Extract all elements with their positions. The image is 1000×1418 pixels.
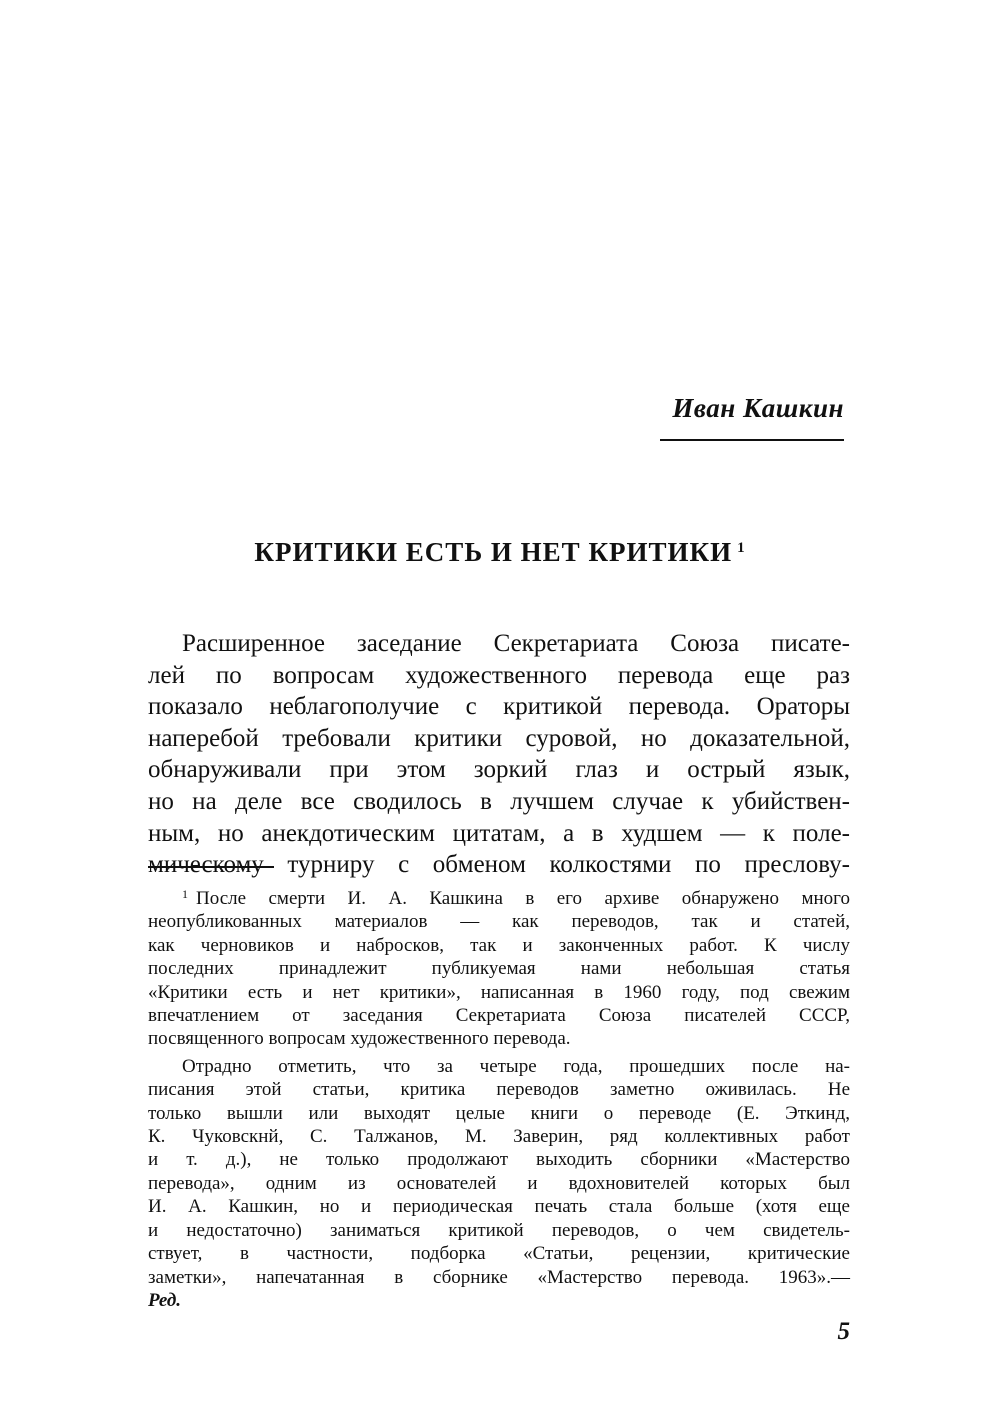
footnote-line: «Критики есть и нет критики», написанная в 1960 году, под свежим <box>148 981 850 1003</box>
body-line: но на деле все сводилось в лучшем случае к убийствен- <box>148 787 850 815</box>
editor-signature: Ред. <box>148 1289 182 1311</box>
body-line: обнаруживали при этом зоркий глаз и острый язык, <box>148 756 850 784</box>
footnote-line: перевода», одним из основателей и вдохновителей которых был <box>148 1172 850 1194</box>
footnote-line: неопубликованных материалов — как переводов, так и статей, <box>148 911 850 933</box>
title-footnote-mark: 1 <box>737 540 746 556</box>
body-line: ным, но анекдотическим цитатам, а в худшем — к поле- <box>148 819 850 847</box>
author-name: Иван Кашкин <box>672 393 844 423</box>
article-title <box>150 537 850 568</box>
footnote-divider <box>148 866 274 868</box>
footnote-line: заметки», напечатанная в сборнике «Мастерство перевода. 1963».— <box>148 1266 850 1288</box>
footnote-line-text: После смерти И. А. Кашкина в его архиве обнаружено много <box>196 888 850 909</box>
footnote-line: как черновиков и набросков, так и законченных работ. К числу <box>148 934 850 956</box>
footnote-line: К. Чуковскнй, С. Талжанов, М. Заверин, ряд коллективных работ <box>148 1126 850 1148</box>
body-line: Расширенное заседание Секретариата Союза писате- <box>182 630 850 657</box>
body-line: мическому турниру с обменом колкостями по преслову- <box>148 851 850 879</box>
footnote-line: И. А. Кашкин, но и периодическая печать стала больше (хотя еще <box>148 1196 850 1218</box>
body-line: показало неблагополучие с критикой перевода. Ораторы <box>148 693 850 721</box>
footnote-line: посвященного вопросам художественного перевода. <box>148 1028 571 1050</box>
page-number: 5 <box>837 1318 850 1345</box>
body-line: лей по вопросам художественного перевода еще раз <box>148 661 850 689</box>
footnote-line: впечатлением от заседания Секретариата Союза писателей СССР, <box>148 1005 850 1027</box>
footnote-line: последних принадлежит публикуемая нами небольшая статья <box>148 958 850 980</box>
footnote-line: только вышли или выходят целые книги о переводе (Е. Эткинд, <box>148 1102 850 1124</box>
article-title-text: КРИТИКИ ЕСТЬ И НЕТ КРИТИКИ <box>254 537 733 567</box>
footnote-line: писания этой статьи, критика переводов заметно оживилась. Не <box>148 1079 850 1101</box>
footnote-line: и недостаточно) заниматься критикой переводов, о чем свидетель- <box>148 1219 850 1241</box>
footnote-line <box>148 883 850 910</box>
footnote-line: Отрадно отметить, что за четыре года, прошедших после на- <box>182 1055 850 1077</box>
body-line: наперебой требовали критики суровой, но доказательной, <box>148 724 850 752</box>
author-underline <box>660 439 844 441</box>
footnote-block <box>148 883 850 1312</box>
article-body <box>148 628 850 881</box>
footnote-line: и т. д.), не только продолжают выходить сборники «Мастерство <box>148 1149 850 1171</box>
footnote-line: ствует, в частности, подборка «Статьи, рецензии, критические <box>148 1243 850 1265</box>
footnote-mark: 1 <box>182 887 188 901</box>
